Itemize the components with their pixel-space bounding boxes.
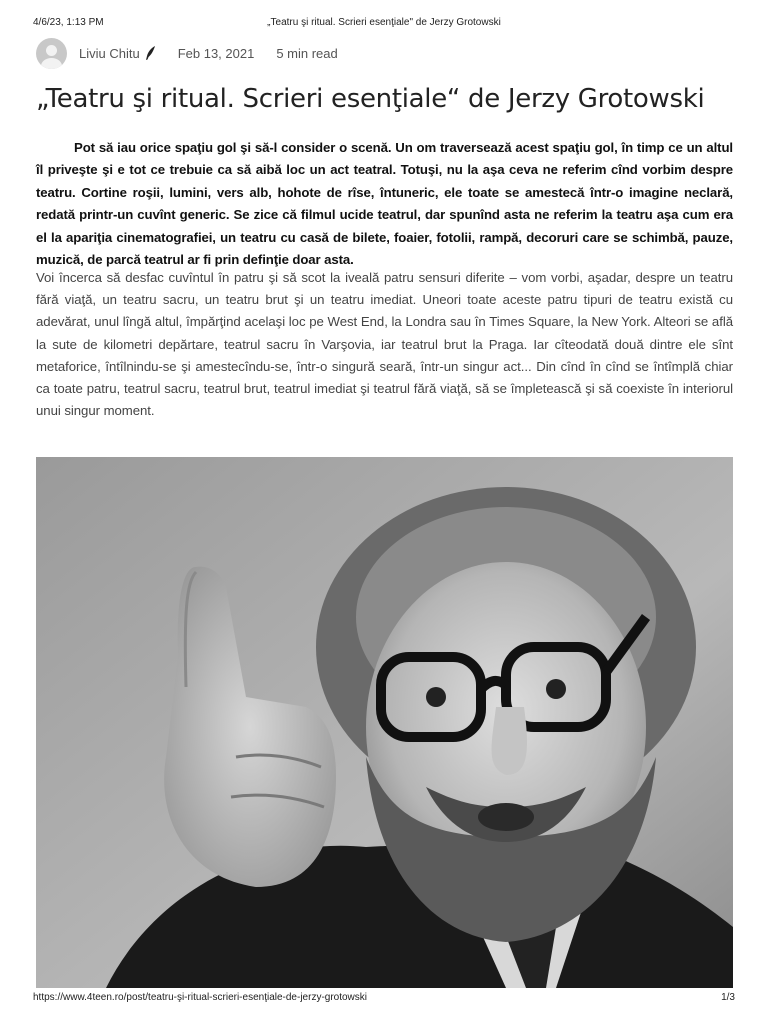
author-avatar[interactable]	[36, 38, 67, 69]
avatar-head	[46, 45, 57, 56]
intro-paragraph: Pot să iau orice spaţiu gol şi să-l consider o scenă. Un om traversează acest spaţiu gol, în timp ce un altul îl priveşte şi e tot ce trebuie ca să aibă loc un act teatral. Totuşi, nu la aşa ceva ne referim cînd vorbim despre teatru. Cortine roşii, lumini, vers alb, hohote de rîse, întuneric, ele toate se amestecă într-o imagine neclară, redată printr-un cuvînt generic. Se zice că filmul ucide teatrul, dar spunînd asta ne referim la teatru aşa cum era el la apariţia cinematografiei, un teatru cu casă de bilete, foaier, fotolii, rampă, decoruri care se schimbă, pauze, muzică, de parcă teatrul ar fi prin definţie doar asta.	[36, 140, 733, 268]
quill-icon	[145, 46, 156, 60]
author-name[interactable]: Liviu Chitu	[79, 45, 140, 61]
post-meta	[36, 37, 338, 69]
footer-url[interactable]: https://www.4teen.ro/post/teatru-şi-ritual-scrieri-esenţiale-de-jerzy-grotowski	[33, 992, 368, 1003]
print-footer	[0, 990, 768, 1010]
article-title: „Teatru şi ritual. Scrieri esenţiale“ de Jerzy Grotowski	[36, 84, 705, 114]
avatar-shoulders	[41, 58, 62, 69]
post-date: Feb 13, 2021	[177, 45, 255, 61]
footer-page-number: 1/3	[721, 992, 735, 1003]
print-page-title: „Teatru şi ritual. Scrieri esenţiale" de Jerzy Grotowski	[267, 17, 501, 28]
print-datetime: 4/6/23, 1:13 PM	[33, 17, 104, 28]
print-header	[0, 0, 768, 40]
read-time: 5 min read	[276, 45, 338, 61]
body-paragraph: Voi încerca să desfac cuvîntul în patru şi să scot la iveală patru sensuri diferite – vom vorbi, aşadar, despre un teatru fără viaţă, un teatru sacru, un teatru brut şi un teatru imediat. Uneori toate aceste patru tipuri de teatru există cu adevărat, unul lîngă altul, împărţind acelaşi loc pe West End, la Londra sau în Times Square, la New York. Alteori se află la sute de kilometri depărtare, teatrul sacru în Varşovia, iar teatrul brut la Praga. Iar cîteodată două dintre ele sînt metaforice, întîlnindu-se şi amestecîndu-se, într-o singură seară, într-un singur act... Din cînd în cînd se întîmplă chiar ca toate patru, teatrul sacru, teatrul brut, teatrul imediat şi teatrul fără viaţă, să se împletească şi să coexiste în interiorul unui singur moment.	[36, 270, 733, 419]
article-photo	[36, 457, 733, 988]
